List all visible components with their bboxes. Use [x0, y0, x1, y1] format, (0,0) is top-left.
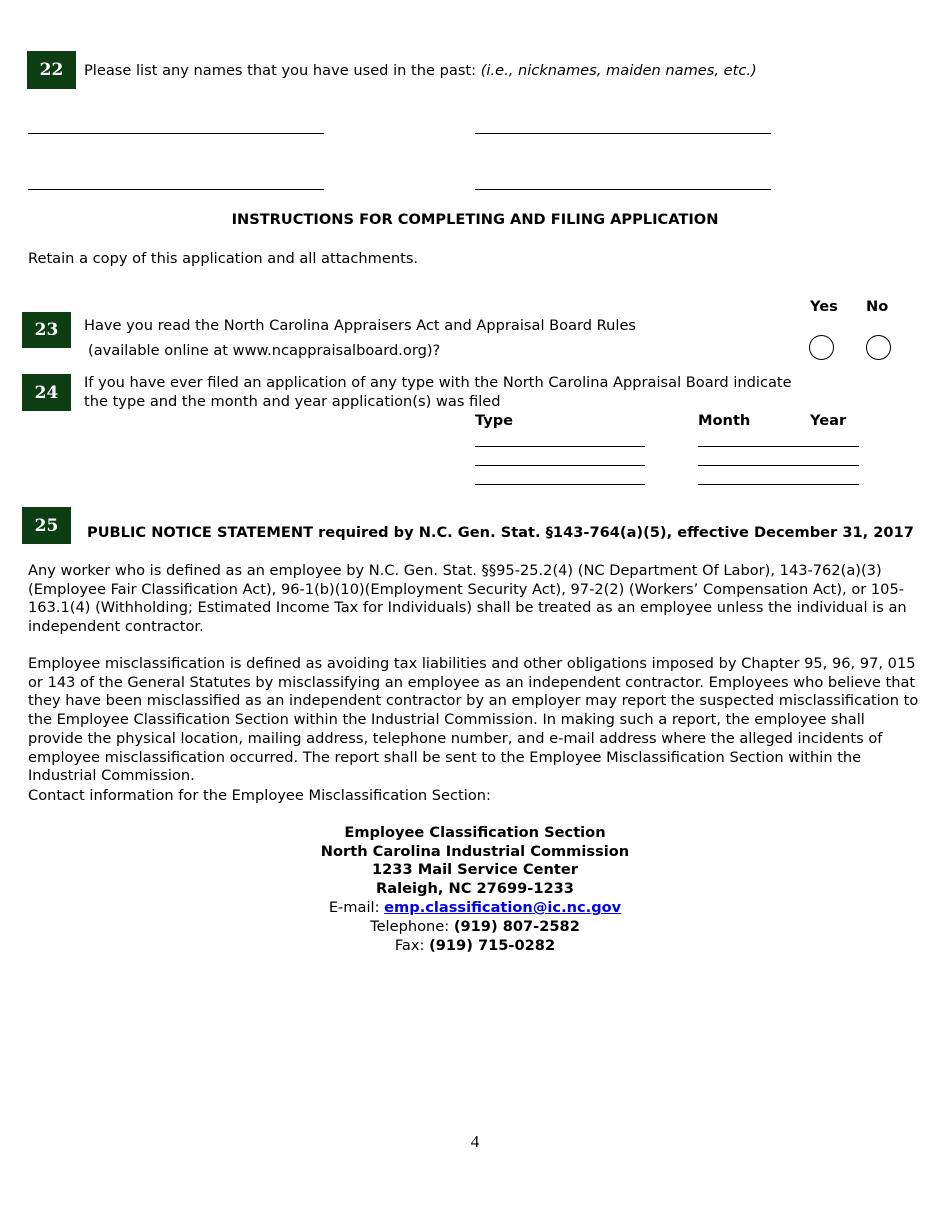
question-24-line-1: If you have ever filed an application of any type with the North Carolina Appraisal Board indicate — [84, 374, 792, 391]
public-notice-heading: PUBLIC NOTICE STATEMENT required by N.C. Gen. Stat. §143-764(a)(5), effective December 31, 2017 — [87, 524, 914, 541]
no-column-label: No — [866, 298, 889, 315]
question-22-text — [84, 62, 757, 79]
email-link[interactable]: emp.classification@ic.nc.gov — [384, 899, 622, 916]
application-date-line-3[interactable] — [698, 484, 859, 485]
year-column-header: Year — [810, 412, 847, 429]
question-22-label: Please list any names that you have used in the past: — [84, 62, 477, 79]
application-date-line-2[interactable] — [698, 465, 859, 466]
contact-email-row — [0, 899, 950, 918]
question-number-badge-23: 23 — [22, 312, 71, 348]
contact-commission: North Carolina Industrial Commission — [320, 843, 630, 860]
contact-phone-row — [0, 918, 950, 937]
phone-number: (919) 807-2582 — [453, 918, 580, 935]
instructions-heading: INSTRUCTIONS FOR COMPLETING AND FILING APPLICATION — [231, 211, 719, 228]
email-label: E-mail: — [328, 899, 380, 916]
month-column-header: Month — [698, 412, 751, 429]
question-23-line-2: (available online at www.ncappraisalboard.org)? — [88, 342, 441, 359]
retain-copy-text: Retain a copy of this application and all attachments. — [28, 250, 419, 267]
contact-section-name: Employee Classification Section — [344, 824, 606, 841]
previous-name-line-1[interactable] — [28, 133, 324, 134]
phone-label: Telephone: — [370, 918, 450, 935]
question-24-line-2: the type and the month and year application(s) was filed — [84, 393, 501, 410]
application-type-line-2[interactable] — [475, 465, 645, 466]
public-notice-paragraph-1: Any worker who is defined as an employee by N.C. Gen. Stat. §§95-25.2(4) (NC Department Of Labor), 143-762(a)(3) (Employee Fair Classification Act), 96-1(b)(10)(Employment Security Act), 97-2(2) (Workers’ Compensation Act), or 105-163.1(4) (Withholding; Estimated Income Tax for Individuals) shall be treated as an employee unless the individual is an independent contractor. — [28, 562, 907, 636]
previous-name-line-3[interactable] — [28, 189, 324, 190]
question-number-badge-25: 25 — [22, 507, 71, 544]
question-23-line-1: Have you read the North Carolina Appraisers Act and Appraisal Board Rules — [84, 317, 637, 334]
fax-number: (919) 715-0282 — [429, 937, 556, 954]
contact-mail-center: 1233 Mail Service Center — [372, 861, 578, 878]
yes-column-label: Yes — [810, 298, 838, 315]
page-number: 4 — [470, 1132, 480, 1151]
question-number-badge-24: 24 — [22, 374, 71, 411]
contact-city: Raleigh, NC 27699-1233 — [376, 880, 574, 897]
question-22-hint: (i.e., nicknames, maiden names, etc.) — [480, 62, 757, 79]
contact-fax-row — [0, 937, 950, 956]
q23-no-radio[interactable] — [866, 335, 891, 360]
fax-label: Fax: — [394, 937, 425, 954]
application-type-line-3[interactable] — [475, 484, 645, 485]
previous-name-line-2[interactable] — [475, 133, 771, 134]
application-date-line-1[interactable] — [698, 446, 859, 447]
contact-intro: Contact information for the Employee Misclassification Section: — [28, 787, 491, 804]
question-number-badge-22: 22 — [27, 51, 76, 89]
public-notice-paragraph-2: Employee misclassification is defined as avoiding tax liabilities and other obligations imposed by Chapter 95, 96, 97, 015 or 143 of the General Statutes by misclassifying an employee as an independent contractor. Employees who believe that they have been misclassified as an independent contractor by an employer may report the suspected misclassification to the Employee Classification Section within the Industrial Commission. In making such a report, the employee shall provide the physical location, mailing address, telephone number, and e-mail address where the alleged incidents of employee misclassification occurred. The report shall be sent to the Employee Misclassification Section within the Industrial Commission. — [28, 655, 919, 785]
type-column-header: Type — [475, 412, 514, 429]
application-type-line-1[interactable] — [475, 446, 645, 447]
q23-yes-radio[interactable] — [809, 335, 834, 360]
previous-name-line-4[interactable] — [475, 189, 771, 190]
